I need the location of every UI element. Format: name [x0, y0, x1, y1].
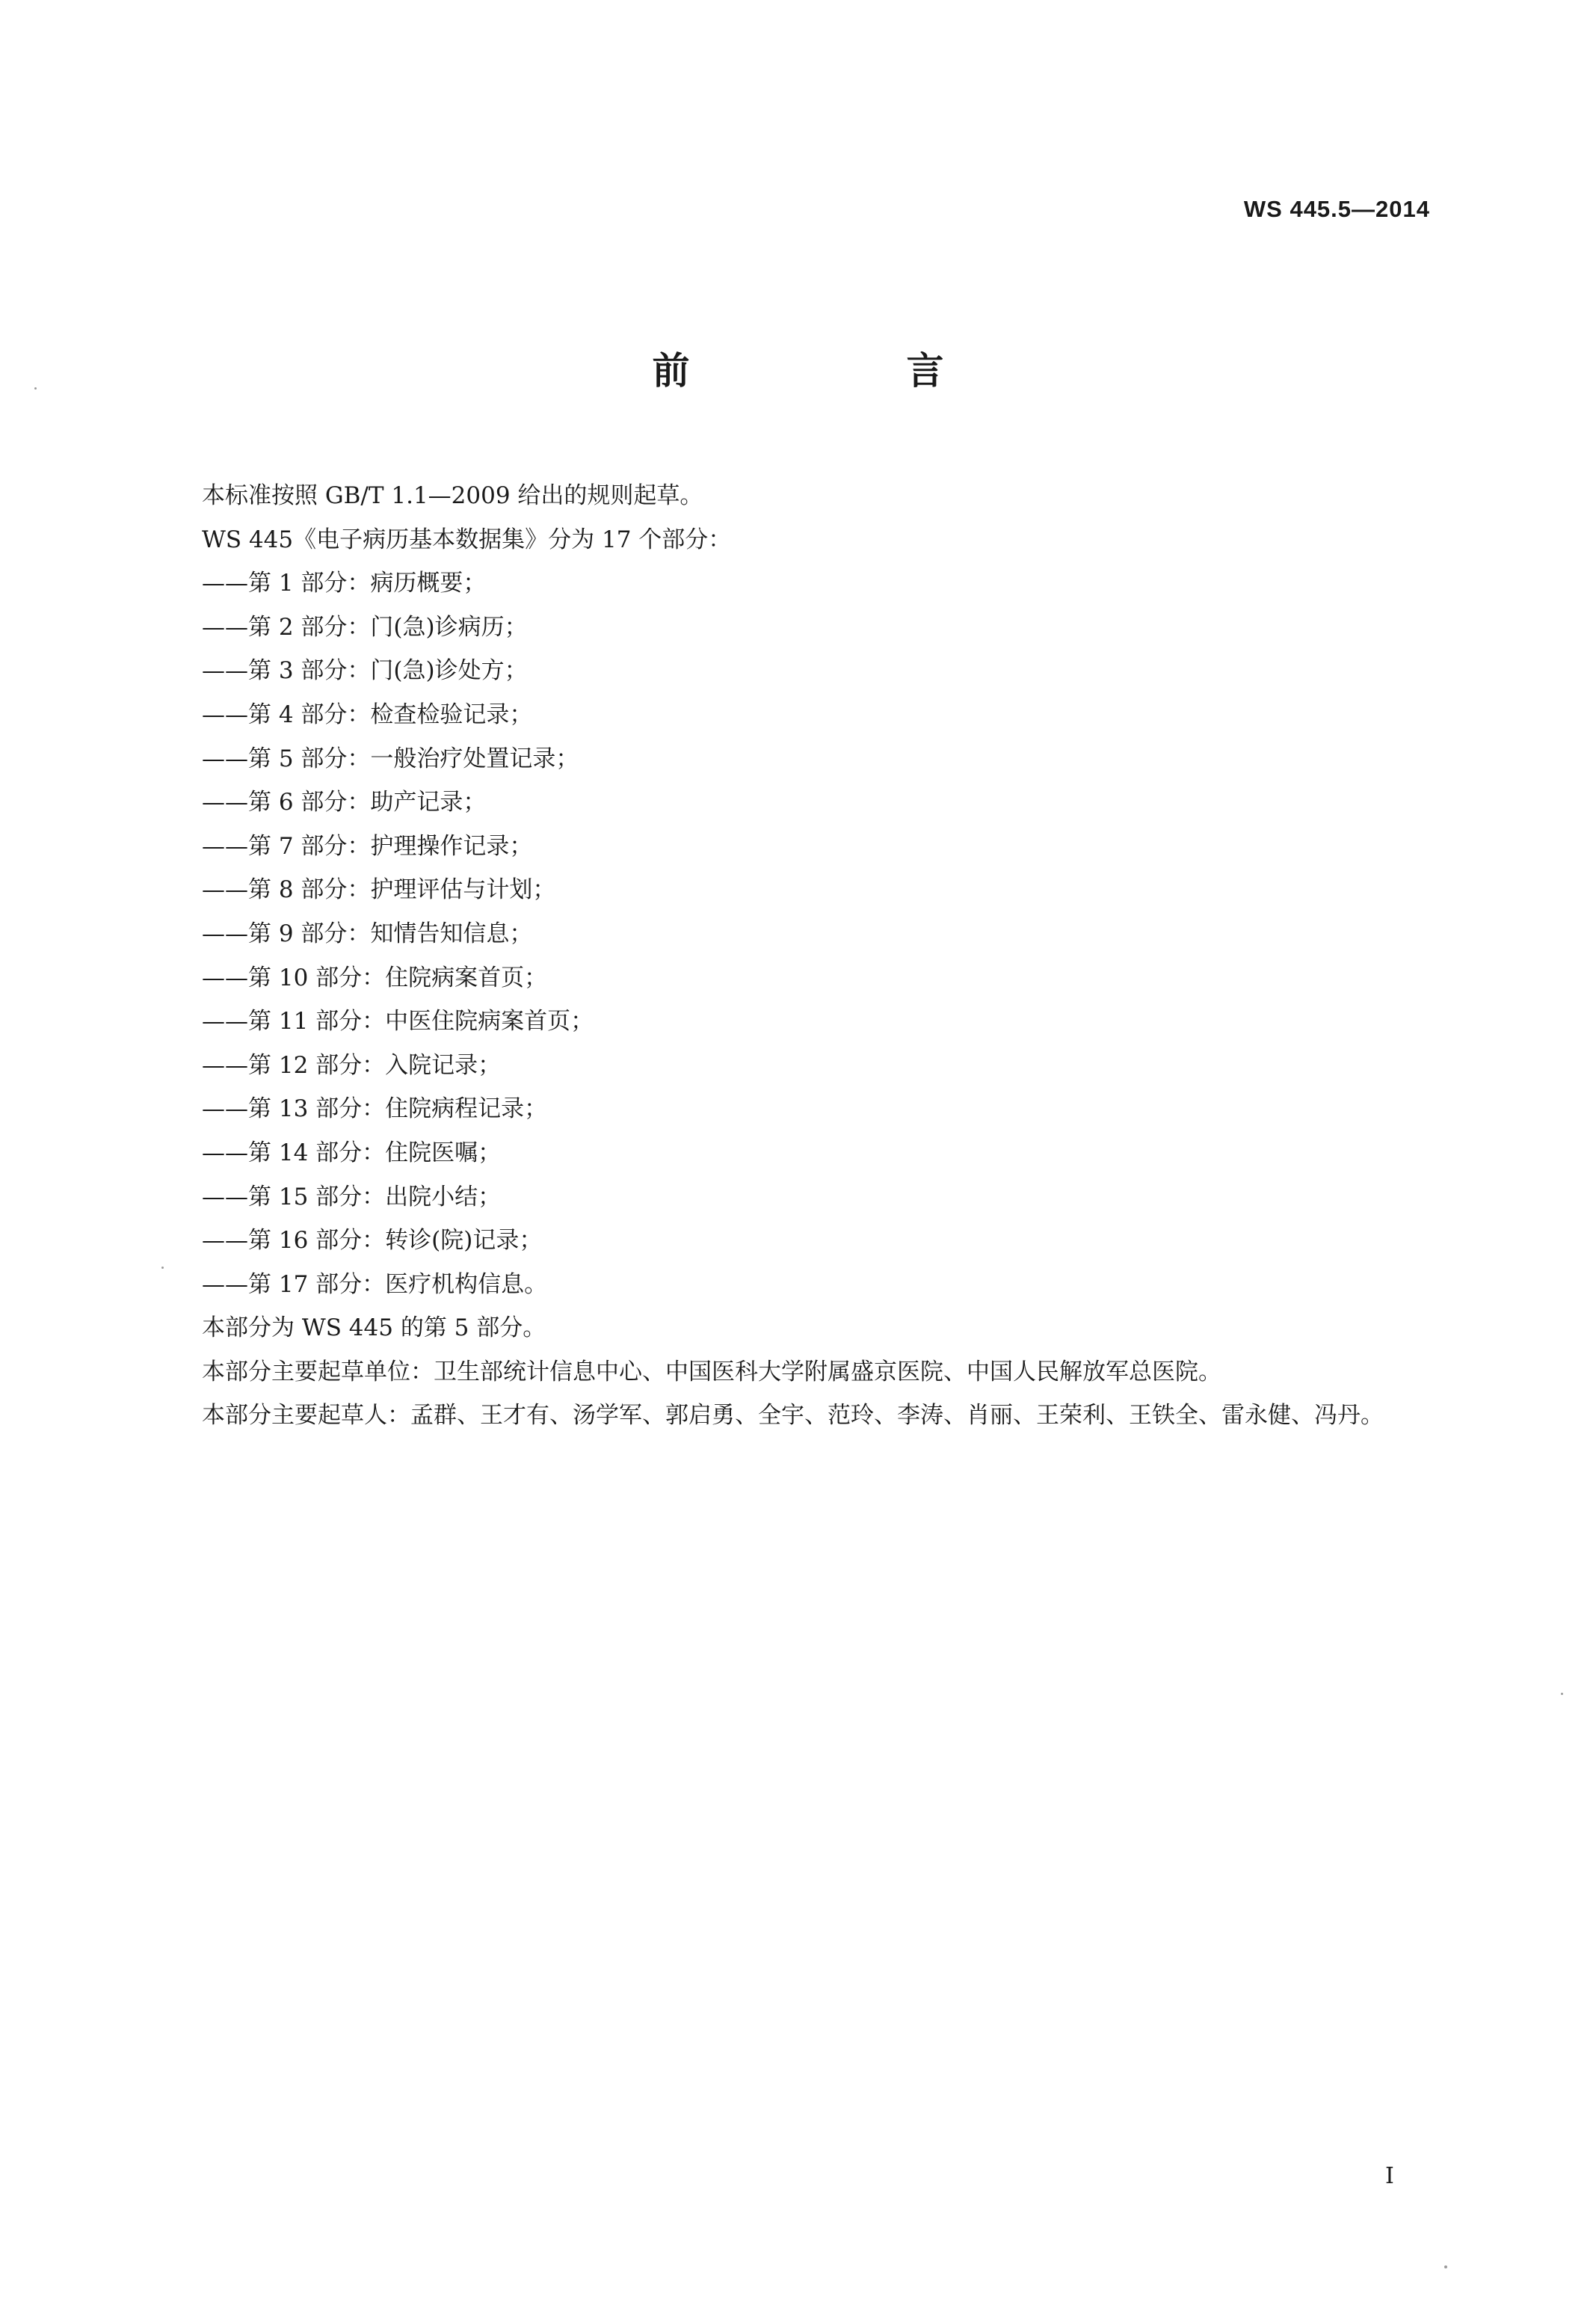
- list-item: ——第 14 部分：住院医嘱；: [202, 1139, 502, 1166]
- list-item: ——第 4 部分：检查检验记录；: [202, 701, 533, 728]
- standard-code: WS 445.5—2014: [1243, 196, 1430, 222]
- this-part-paragraph: 本部分为 WS 445 的第 5 部分。: [202, 1314, 546, 1342]
- list-item: ——第 16 部分：转诊(院)记录；: [202, 1227, 543, 1255]
- list-item: ——第 2 部分：门(急)诊病历；: [202, 613, 528, 641]
- drafters-paragraph: 本部分主要起草人：孟群、王才有、汤学军、郭启勇、全宇、范玲、李涛、肖丽、王荣利、王铁全、雷永健、冯丹。: [202, 1402, 1384, 1430]
- list-item: ——第 3 部分：门(急)诊处方；: [202, 657, 528, 685]
- list-item: ——第 10 部分：住院病案首页；: [202, 964, 548, 991]
- scan-speck: [1561, 1693, 1563, 1695]
- scan-speck: [1444, 2265, 1447, 2268]
- list-item: ——第 6 部分：助产记录；: [202, 789, 487, 816]
- scan-speck: [161, 1267, 164, 1269]
- list-item: ——第 11 部分：中医住院病案首页；: [202, 1008, 594, 1036]
- list-item: ——第 5 部分：一般治疗处置记录；: [202, 745, 579, 772]
- intro-paragraph: 本标准按照 GB/T 1.1—2009 给出的规则起草。: [202, 482, 703, 509]
- list-item: ——第 8 部分：护理评估与计划；: [202, 876, 556, 904]
- list-item: ——第 9 部分：知情告知信息；: [202, 920, 533, 947]
- list-item: ——第 1 部分：病历概要；: [202, 570, 487, 597]
- list-item: ——第 7 部分：护理操作记录；: [202, 832, 533, 860]
- page-title: 前 言: [652, 349, 1034, 393]
- list-item: ——第 12 部分：入院记录；: [202, 1051, 502, 1079]
- scan-speck: [34, 387, 37, 390]
- drafting-units-paragraph: 本部分主要起草单位：卫生部统计信息中心、中国医科大学附属盛京医院、中国人民解放军总医院。: [202, 1358, 1221, 1385]
- list-item: ——第 13 部分：住院病程记录；: [202, 1095, 548, 1123]
- list-item: ——第 15 部分：出院小结；: [202, 1183, 502, 1210]
- parts-list: [132, 561, 1438, 1306]
- series-intro-paragraph: WS 445《电子病历基本数据集》分为 17 个部分：: [202, 526, 732, 553]
- list-item: ——第 17 部分：医疗机构信息。: [202, 1270, 548, 1298]
- foreword-body: [132, 474, 1438, 1438]
- page-number: I: [1385, 2163, 1394, 2189]
